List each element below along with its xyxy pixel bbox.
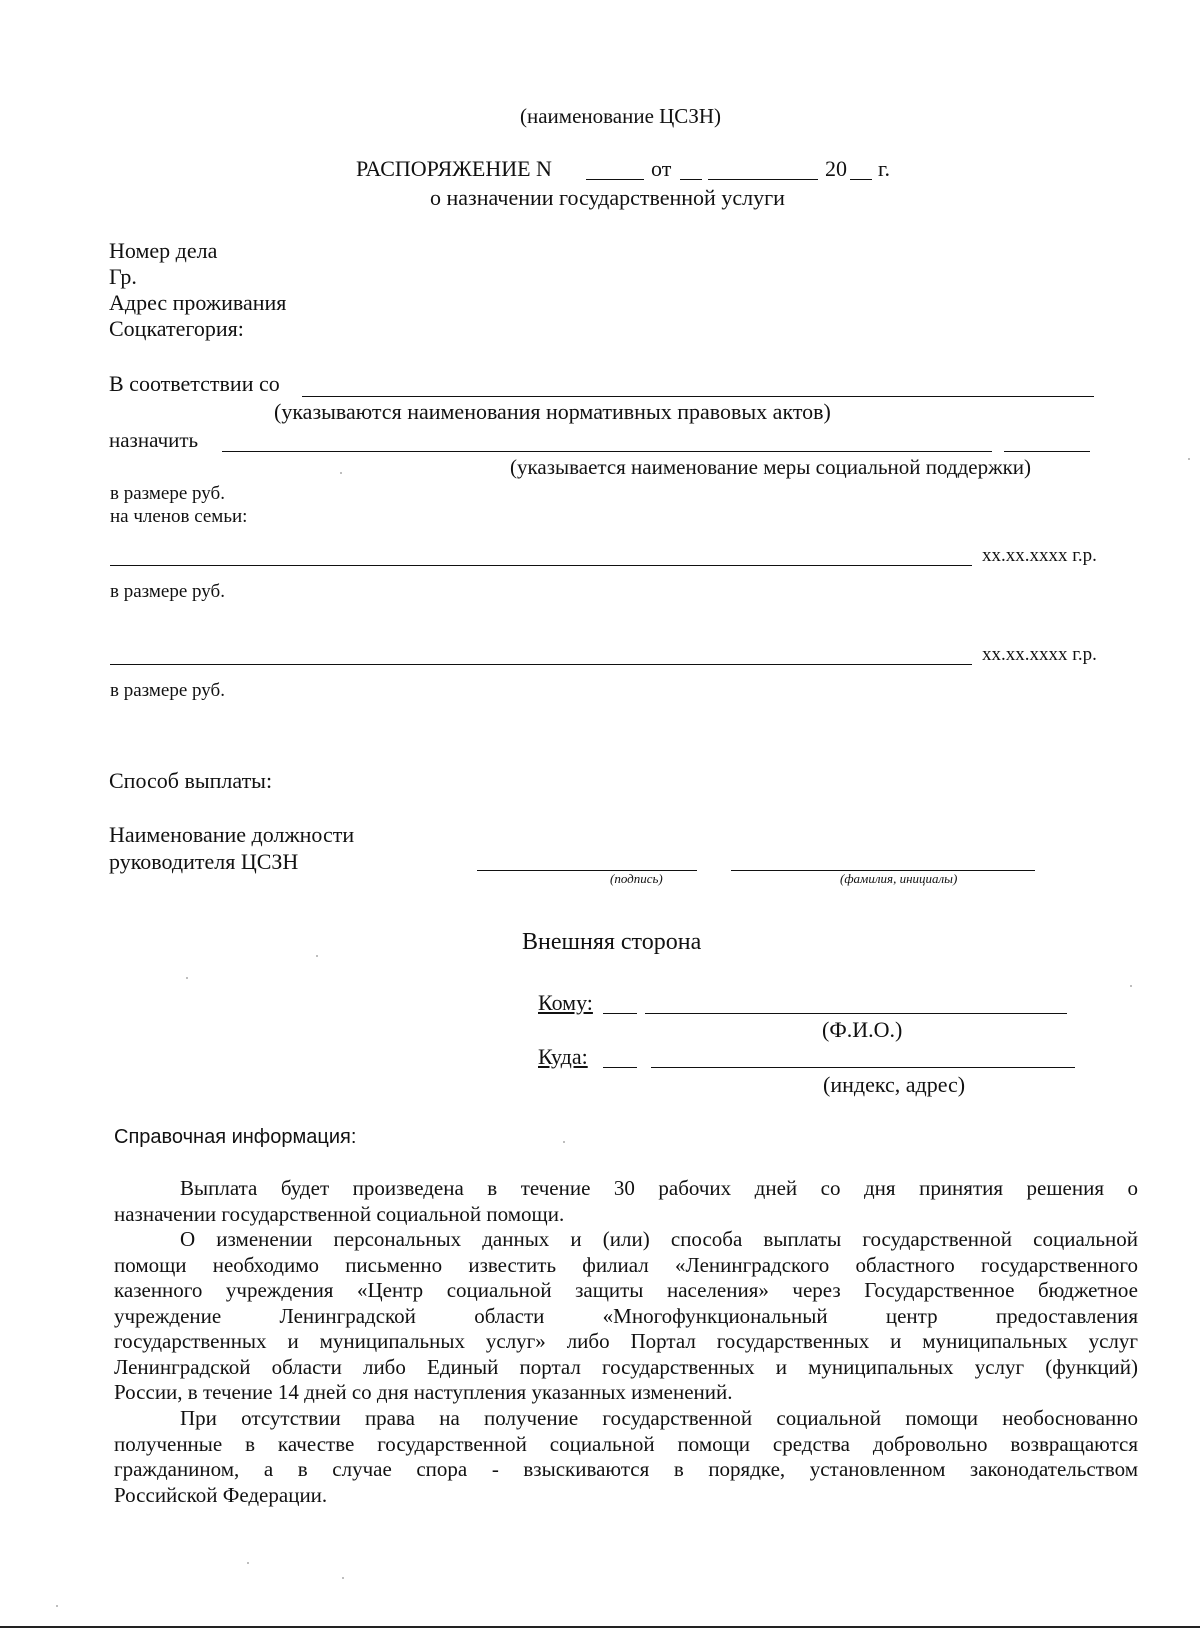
scan-speck [247,1562,249,1564]
family-member-1-birth: хх.хх.хххх г.р. [982,545,1097,566]
title-word: РАСПОРЯЖЕНИЕ N [356,156,552,181]
to-label: Кому: [538,990,593,1015]
scan-speck [1130,985,1132,987]
family-member-2-amount: в размере руб. [110,680,225,701]
p1-line-2: назначении государственной социальной помощи. [114,1201,565,1226]
family-label: на членов семьи: [110,506,248,527]
title-from: от [651,156,672,181]
payment-method-label: Способ выплаты: [109,768,273,793]
basis-blank [302,396,1094,397]
reference-paragraph-2 [114,1227,1138,1406]
to-blank [645,1013,1067,1014]
p3-line-3: гражданином, а в случае спора - взыскиваются в порядке, установленном законодательством [114,1457,1138,1481]
to-hint: (Ф.И.О.) [822,1017,903,1042]
reference-paragraph-1 [114,1176,1138,1227]
p2-line-3: казенного учреждения «Центр социальной защиты населения» через Государственное бюджетное [114,1278,1138,1302]
citizen-label: Гр. [109,264,137,289]
document-subtitle: о назначении государственной услуги [430,185,785,210]
family-member-1-amount: в размере руб. [110,581,225,602]
where-label-blank [603,1067,637,1068]
signature-blank [477,870,697,871]
p2-line-5: государственных и муниципальных услуг» либо Портал государственных и муниципальных услуг [114,1329,1138,1353]
reference-title: Справочная информация: [114,1126,357,1148]
assign-hint: (указывается наименование меры социальной поддержки) [510,455,1032,479]
scan-speck [316,955,318,957]
scan-speck [563,1141,565,1143]
p2-line-7: России, в течение 14 дней со дня наступления указанных изменений. [114,1380,733,1404]
p3-line-4: Российской Федерации. [114,1482,328,1507]
to-label-blank [603,1013,637,1014]
title-year: 20 [825,156,847,181]
scan-speck [56,1605,58,1607]
scan-speck [186,977,188,979]
p1-line-1: Выплата будет произведена в течение 30 рабочих дней со дня принятия решения о [180,1176,1138,1200]
p3-line-1: При отсутствии права на получение государственной социальной помощи необоснованно [180,1406,1138,1430]
assign-blank-extra [1004,451,1090,452]
document-title [356,156,552,182]
where-blank [651,1067,1075,1068]
p2-line-1: О изменении персональных данных и (или) способа выплаты государственной социальной [180,1227,1138,1251]
assign-blank [222,451,992,452]
where-hint: (индекс, адрес) [823,1072,966,1097]
month-blank [708,179,818,180]
where-label: Куда: [538,1044,588,1069]
family-member-1-blank [110,565,972,566]
position-line-1: Наименование должности [109,822,355,847]
basis-label: В соответствии со [109,371,280,396]
order-number-blank [586,179,644,180]
p2-line-4: учреждение Ленинградской области «Многофункциональный центр предоставления [114,1303,1138,1328]
title-year-suffix: г. [878,156,891,181]
scan-speck [342,1577,344,1579]
scan-bottom-edge [0,1626,1200,1628]
p2-line-6: Ленинградской области либо Единый портал государственных и муниципальных услуг (функций) [114,1354,1138,1379]
p3-line-2: полученные в качестве государственной социальной помощи средства добровольно возвращаются [114,1431,1138,1456]
assign-label: назначить [109,428,199,452]
family-member-2-birth: хх.хх.хххх г.р. [982,644,1097,665]
basis-hint: (указываются наименования нормативных правовых актов) [274,399,831,424]
outer-side-title: Внешняя сторона [522,929,702,955]
scan-speck [340,472,342,474]
day-blank [680,179,702,180]
case-number-label: Номер дела [109,238,218,263]
category-label: Соцкатегория: [109,316,244,341]
scan-speck [1188,458,1190,460]
p2-line-2: помощи необходимо письменно известить филиал «Ленинградского областного государственного [114,1252,1138,1277]
position-line-2: руководителя ЦСЗН [109,849,299,874]
family-member-2-blank [110,664,972,665]
name-hint: (фамилия, инициалы) [840,871,958,886]
signature-hint: (подпись) [610,871,663,886]
address-label: Адрес проживания [109,290,287,315]
year-blank [850,179,872,180]
org-name-placeholder: (наименование ЦСЗН) [520,104,721,128]
reference-paragraph-3 [114,1406,1138,1508]
assign-amount: в размере руб. [110,483,225,504]
